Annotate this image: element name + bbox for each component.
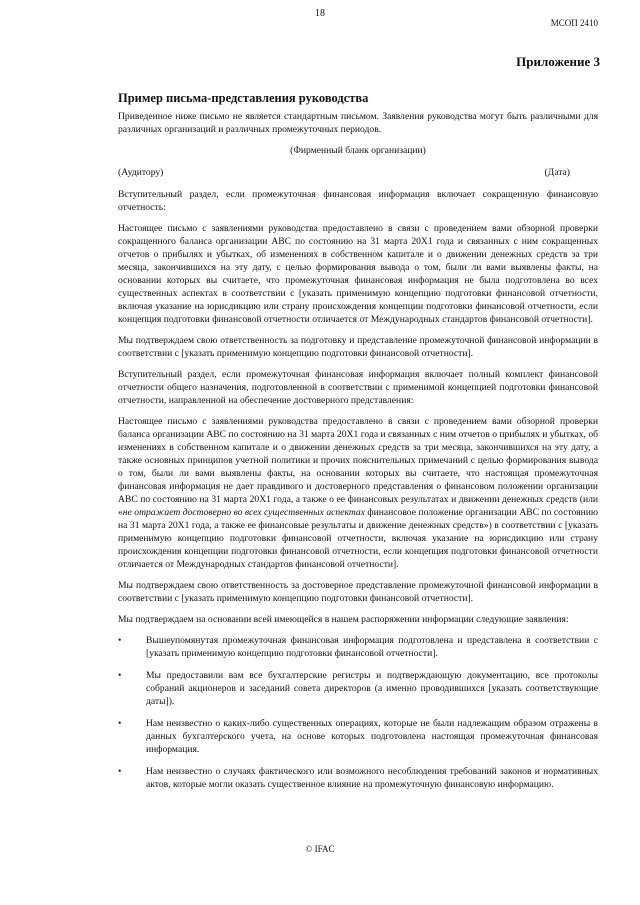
- list-item: [118, 634, 598, 660]
- list-item: [118, 717, 598, 756]
- section2-intro: Вступительный раздел, если промежуточная финансовая информация включает полный комплект финансовой отчетности общего назначения, подготовленной в соответствии с применимой концепцией подготовки финансовой отчетности, направленной на обеспечение достоверного представления:: [118, 369, 598, 406]
- list-item-text: Нам неизвестно о случаях фактического или возможного несоблюдения требований законов и нормативных актов, которые могли оказать существенное влияние на промежуточную финансовую информацию.: [146, 766, 598, 790]
- list-item-text: Нам неизвестно о каких-либо существенных операциях, которые не были надлежащим образом отражены в данных бухгалтерского учета, на основе которых подготовлена настоящая промежуточная финансовая информация.: [146, 718, 598, 755]
- footer-copyright: © IFAC: [305, 844, 335, 854]
- section1-intro: Вступительный раздел, если промежуточная финансовая информация включает сокращенную финансовую отчетность:: [118, 189, 598, 213]
- section1-responsibility: Мы подтверждаем свою ответственность за подготовку и представление промежуточной финансовой информации в соответствии с [указать применимую концепцию подготовки финансовой отчетности].: [118, 335, 598, 359]
- bullet-icon: •: [118, 766, 122, 777]
- to-auditor: (Аудитору): [118, 167, 164, 178]
- intro-paragraph: Приведенное ниже письмо не является стандартным письмом. Заявления руководства могут быть различными для различных организаций и различных промежуточных периодов.: [118, 111, 598, 135]
- list-item: [118, 765, 598, 791]
- page-number: 18: [315, 8, 325, 19]
- section2-text-a: Настоящее письмо с заявлениями руководства предоставлено в связи с проведением вами обзорной проверки баланса организации ABC по состоянию на 31 марта 20X1 года и связанных с ним отчетов о прибылях и убытках, об изменениях в собственном капитале и о движении денежных средств за три месяца, закончившихся на эту дату, а также основных принципов учетной политики и прочих пояснительных примечаний с целью формирования вывода о том, были ли вами выявлены факты, на основании которых вы считаете, что настоящая промежуточная финансовая информация не дает правдивого и достоверного представления о финансовом положении организации ABC по состоянию на 31 марта 20X1 года, а также о ее финансовых результатах и движении денежных средств (или «: [118, 416, 598, 518]
- section2-responsibility: Мы подтверждаем свою ответственность за достоверное представление промежуточной финансовой информации в соответствии с [указать применимую концепцию подготовки финансовой отчетности].: [118, 580, 598, 604]
- list-item-text: Вышеупомянутая промежуточная финансовая информация подготовлена и представлена в соответствии с [указать применимую концепцию подготовки финансовой отчетности].: [146, 635, 598, 659]
- confirm-intro: Мы подтверждаем на основании всей имеющейся в нашем распоряжении информации следующие заявления:: [118, 614, 569, 625]
- section2-text-b: финансовое положение организации ABC по состоянию на 31 марта 20X1 года, а также ее финансовые результаты и движение денежных средств») в соответствии с [указать применимую концепцию подготовки финансовой отчетности, включая указание на юрисдикцию или страну происхождения концепции подготовки финансовой отчетности, если концепция подготовки финансовой отчетности отличается от Международных стандартов финансовой отчетности].: [118, 507, 599, 570]
- document-code: МСОП 2410: [550, 18, 598, 28]
- section1-paragraph: Настоящее письмо с заявлениями руководства предоставлено в связи с проведением вами обзорной проверки сокращенного баланса организации ABC по состоянию на 31 марта 20X1 года и связанных с ним сокращенных отчетов о прибылях и убытках, об изменениях в собственном капитале и о движении денежных средств за три месяца, закончившихся на эту дату, с целью формирования вывода о том, были ли вами выявлены факты, на основании которых вы считаете, что промежуточная финансовая информация не была подготовлена во всех существенных аспектах в соответствии с [указать применимую концепцию подготовки финансовой отчетности, включая указание на юрисдикцию или страну происхождения концепции подготовки финансовой отчетности, если концепция подготовки финансовой отчетности отличается от Международных стандартов финансовой отчетности].: [118, 223, 598, 325]
- appendix-label: Приложение 3: [516, 54, 600, 69]
- bullet-icon: •: [118, 670, 122, 681]
- statement-list: [118, 634, 598, 791]
- date-placeholder: (Дата): [544, 167, 570, 178]
- addressee-row: [118, 166, 598, 179]
- section2-text-emphasis: не отражает достоверно во всех существенных аспектах: [122, 507, 365, 518]
- bullet-icon: •: [118, 635, 122, 646]
- bullet-icon: •: [118, 718, 122, 729]
- list-item-text: Мы предоставили вам все бухгалтерские регистры и подтверждающую документацию, все протоколы собраний акционеров и заседаний совета директоров (а именно проводившихся [указать соответствующие даты]).: [146, 670, 598, 707]
- section2-paragraph: [118, 415, 598, 571]
- document-body: [118, 110, 598, 800]
- page-title: Пример письма-представления руководства: [118, 91, 369, 105]
- letterhead-placeholder: (Фирменный бланк организации): [290, 145, 426, 156]
- list-item: [118, 669, 598, 708]
